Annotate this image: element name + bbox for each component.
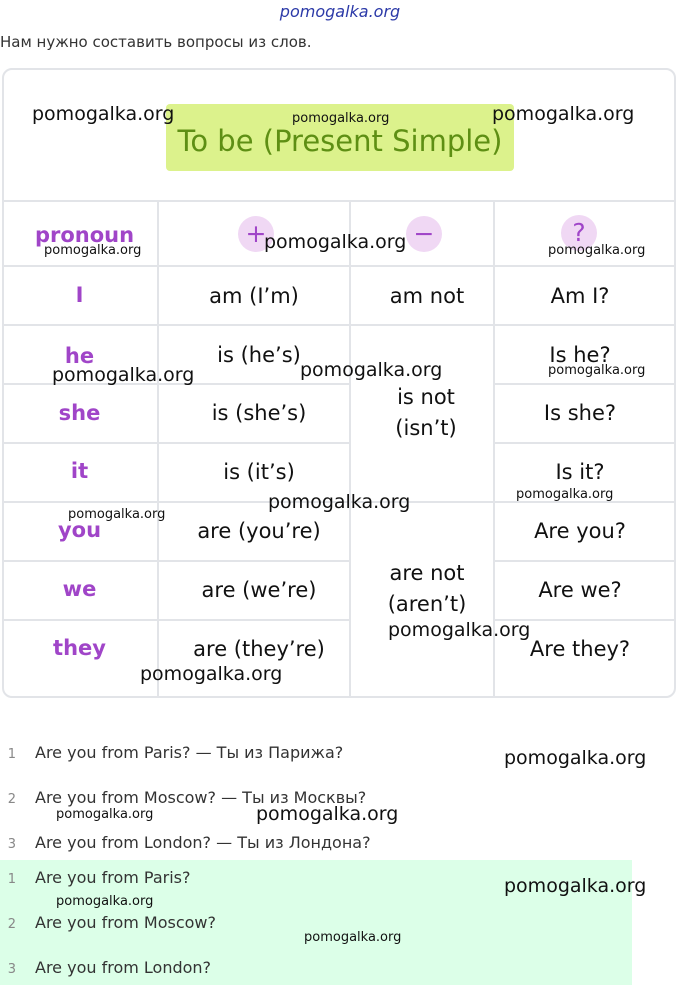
watermark: pomogalka.org — [492, 103, 635, 125]
positive-you: are (you’re) — [197, 519, 321, 543]
grid-line — [2, 619, 350, 621]
item-number: 2 — [7, 917, 16, 932]
item-number: 2 — [7, 792, 16, 807]
plus-icon: + — [238, 216, 274, 252]
pronoun-i: I — [75, 283, 84, 307]
pronoun-they: they — [53, 636, 106, 660]
watermark: pomogalka.org — [292, 111, 390, 126]
intro-text: Нам нужно составить вопросы из слов. — [0, 33, 312, 51]
positive-i: am (I’m) — [209, 284, 299, 308]
item-number: 1 — [7, 747, 16, 762]
grid-line — [157, 200, 159, 698]
watermark: pomogalka.org — [264, 231, 407, 253]
watermark: pomogalka.org — [44, 243, 142, 258]
item-text: Are you from London? — Ты из Лондона? — [35, 833, 371, 852]
header-pronoun: pronoun — [34, 223, 135, 247]
grid-line — [2, 560, 350, 562]
item-text: Are you from London? — [35, 958, 212, 977]
watermark: pomogalka.org — [256, 803, 399, 825]
watermark: pomogalka.org — [56, 807, 154, 822]
watermark: pomogalka.org — [548, 363, 646, 378]
watermark: pomogalka.org — [140, 663, 283, 685]
grid-line — [2, 442, 350, 444]
question-she: Is she? — [543, 401, 617, 425]
negative-is-line2: (isn’t) — [395, 416, 457, 440]
list-item — [0, 743, 343, 762]
watermark: pomogalka.org — [516, 487, 614, 502]
positive-he: is (he’s) — [217, 343, 301, 367]
minus-icon: − — [406, 216, 442, 252]
question-they: Are they? — [529, 637, 631, 661]
answer-item — [0, 913, 216, 932]
grid-line — [2, 265, 676, 267]
watermark: pomogalka.org — [504, 747, 647, 769]
grid-line — [349, 200, 351, 698]
pronoun-it: it — [70, 459, 89, 483]
question-it: Is it? — [555, 460, 605, 484]
grid-line — [2, 324, 676, 326]
pronoun-he: he — [64, 344, 95, 368]
watermark: pomogalka.org — [388, 619, 531, 641]
answer-item — [0, 868, 191, 887]
item-number: 1 — [7, 872, 16, 887]
item-number: 3 — [7, 837, 16, 852]
watermark: pomogalka.org — [52, 364, 195, 386]
grid-line — [2, 200, 676, 202]
pronoun-we: we — [62, 577, 97, 601]
watermark-top: pomogalka.org — [279, 2, 401, 21]
watermark: pomogalka.org — [300, 359, 443, 381]
positive-she: is (she’s) — [211, 401, 307, 425]
watermark: pomogalka.org — [304, 930, 402, 945]
negative-are-line1: are not — [389, 561, 465, 585]
list-item — [0, 833, 371, 852]
negative-am: am not — [389, 284, 465, 308]
question-you: Are you? — [534, 519, 626, 543]
grid-line — [494, 383, 676, 385]
pronoun-you: you — [57, 518, 102, 542]
grid-line — [494, 442, 676, 444]
watermark: pomogalka.org — [56, 894, 154, 909]
answer-item — [0, 958, 211, 977]
watermark: pomogalka.org — [32, 103, 175, 125]
watermark: pomogalka.org — [268, 491, 411, 513]
item-text: Are you from Paris? — Ты из Парижа? — [35, 743, 344, 762]
item-text: Are you from Paris? — [35, 868, 191, 887]
positive-they: are (they’re) — [193, 637, 325, 661]
question-he: Is he? — [549, 343, 611, 367]
question-we: Are we? — [538, 578, 622, 602]
table-title: To be (Present Simple) — [177, 124, 503, 158]
watermark: pomogalka.org — [68, 507, 166, 522]
question-i: Am I? — [550, 284, 610, 308]
pronoun-she: she — [58, 401, 101, 425]
positive-we: are (we’re) — [201, 578, 317, 602]
watermark: pomogalka.org — [504, 875, 647, 897]
negative-is-line1: is not — [397, 385, 455, 409]
grid-line — [494, 560, 676, 562]
item-number: 3 — [7, 962, 16, 977]
watermark: pomogalka.org — [548, 243, 646, 258]
positive-it: is (it’s) — [223, 460, 295, 484]
item-text: Are you from Moscow? — Ты из Москвы? — [35, 788, 367, 807]
negative-are-line2: (aren’t) — [387, 592, 467, 616]
question-icon: ? — [561, 215, 597, 251]
item-text: Are you from Moscow? — [35, 913, 216, 932]
